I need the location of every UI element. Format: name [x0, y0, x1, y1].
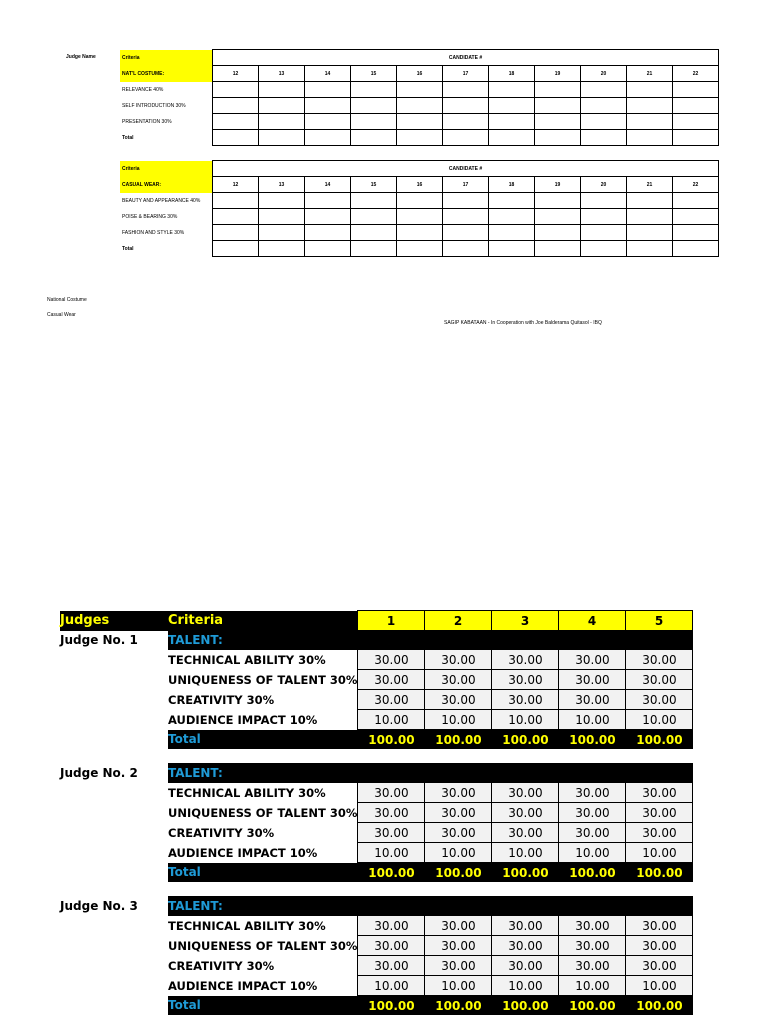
score-cell[interactable]	[213, 225, 259, 241]
criteria-row	[120, 82, 719, 98]
score-cell[interactable]: 30.00	[626, 783, 693, 803]
candidate-number: 16	[397, 177, 443, 193]
score-cell[interactable]	[673, 130, 719, 146]
candidate-number: 18	[489, 177, 535, 193]
score-cell[interactable]	[581, 114, 627, 130]
score-cell[interactable]	[489, 130, 535, 146]
score-cell[interactable]	[627, 209, 673, 225]
score-cell[interactable]: 10.00	[559, 710, 626, 730]
total-cell: 100.00	[358, 730, 425, 750]
score-cell[interactable]	[673, 114, 719, 130]
score-cell[interactable]	[673, 209, 719, 225]
criteria-row	[120, 209, 719, 225]
candidate-number: 13	[259, 177, 305, 193]
candidate-number: 15	[351, 66, 397, 82]
total-cell: 100.00	[425, 996, 492, 1016]
total-row	[60, 996, 693, 1016]
score-cell[interactable]: 30.00	[358, 936, 425, 956]
total-cell: 100.00	[425, 863, 492, 883]
score-cell[interactable]	[535, 98, 581, 114]
total-row	[120, 241, 719, 257]
score-cell[interactable]	[627, 241, 673, 257]
criteria-row	[120, 193, 719, 209]
note-national-costume: National Costume	[47, 297, 87, 303]
score-cell[interactable]	[489, 225, 535, 241]
score-cell[interactable]	[397, 193, 443, 209]
total-label: Total	[122, 245, 134, 252]
score-cell[interactable]	[305, 98, 351, 114]
criteria-label: SELF INTRODUCTION 30%	[122, 102, 186, 109]
score-cell[interactable]	[627, 114, 673, 130]
score-cell[interactable]	[397, 209, 443, 225]
candidate-number: 22	[673, 177, 719, 193]
score-cell[interactable]	[443, 82, 489, 98]
score-cell[interactable]: 10.00	[626, 843, 693, 863]
criteria-label: CREATIVITY 30%	[168, 825, 275, 840]
score-cell[interactable]	[489, 114, 535, 130]
score-cell[interactable]: 10.00	[425, 843, 492, 863]
score-cell[interactable]	[259, 98, 305, 114]
score-cell[interactable]: 30.00	[425, 783, 492, 803]
score-cell[interactable]: 10.00	[626, 710, 693, 730]
table-row	[60, 710, 693, 730]
table-row	[60, 803, 693, 823]
score-cell[interactable]	[627, 82, 673, 98]
candidate-header: CANDIDATE #	[213, 50, 719, 66]
criteria-label: TECHNICAL ABILITY 30%	[168, 652, 326, 667]
total-label: Total	[168, 996, 358, 1016]
total-row	[60, 730, 693, 750]
score-cell[interactable]	[443, 130, 489, 146]
score-cell[interactable]	[351, 225, 397, 241]
score-cell[interactable]	[627, 193, 673, 209]
score-cell[interactable]	[213, 193, 259, 209]
score-cell[interactable]	[305, 130, 351, 146]
natl-costume-score-table	[120, 49, 719, 146]
score-cell[interactable]: 30.00	[559, 936, 626, 956]
judge-block	[60, 630, 693, 749]
total-cell: 100.00	[626, 996, 693, 1016]
score-cell[interactable]	[351, 130, 397, 146]
judge-label: Judge No. 3	[60, 898, 138, 913]
table-row	[60, 690, 693, 710]
candidate-number: 15	[351, 177, 397, 193]
score-cell[interactable]	[489, 98, 535, 114]
category-label: CASUAL WEAR:	[120, 177, 213, 193]
score-cell[interactable]	[673, 193, 719, 209]
criteria-label: Criteria	[120, 161, 213, 177]
score-cell[interactable]: 30.00	[626, 916, 693, 936]
score-cell[interactable]: 30.00	[559, 783, 626, 803]
score-cell[interactable]	[535, 130, 581, 146]
criteria-label: CREATIVITY 30%	[168, 692, 275, 707]
criteria-label: UNIQUENESS OF TALENT 30%	[168, 672, 358, 687]
table-row	[60, 936, 693, 956]
score-cell[interactable]	[305, 193, 351, 209]
total-row	[60, 863, 693, 883]
score-cell[interactable]: 30.00	[492, 783, 559, 803]
score-cell[interactable]	[259, 209, 305, 225]
criteria-label: AUDIENCE IMPACT 10%	[168, 845, 318, 860]
score-cell[interactable]: 30.00	[492, 936, 559, 956]
score-cell[interactable]: 30.00	[425, 803, 492, 823]
score-cell[interactable]	[351, 241, 397, 257]
score-cell[interactable]	[443, 209, 489, 225]
candidate-number: 17	[443, 177, 489, 193]
score-cell[interactable]	[213, 130, 259, 146]
score-cell[interactable]: 30.00	[559, 650, 626, 670]
score-cell[interactable]	[535, 209, 581, 225]
score-cell[interactable]	[305, 241, 351, 257]
score-cell[interactable]: 10.00	[358, 843, 425, 863]
score-cell[interactable]: 10.00	[358, 710, 425, 730]
score-cell[interactable]	[489, 82, 535, 98]
total-row	[120, 130, 719, 146]
candidate-number: 21	[627, 66, 673, 82]
total-label: Total	[168, 730, 358, 750]
candidate-number: 22	[673, 66, 719, 82]
score-cell[interactable]	[213, 209, 259, 225]
score-cell[interactable]	[673, 225, 719, 241]
total-cell: 100.00	[492, 996, 559, 1016]
score-cell[interactable]: 30.00	[358, 956, 425, 976]
score-cell[interactable]: 30.00	[492, 650, 559, 670]
score-cell[interactable]	[443, 225, 489, 241]
score-cell[interactable]	[259, 82, 305, 98]
score-cell[interactable]	[397, 130, 443, 146]
score-cell[interactable]: 30.00	[492, 956, 559, 976]
score-cell[interactable]	[305, 225, 351, 241]
score-cell[interactable]	[489, 209, 535, 225]
judge-label: Judge No. 1	[60, 632, 138, 647]
table-row	[60, 823, 693, 843]
score-cell[interactable]: 30.00	[425, 916, 492, 936]
score-cell[interactable]	[489, 241, 535, 257]
score-cell[interactable]	[397, 114, 443, 130]
judge-label: Judge No. 2	[60, 765, 138, 780]
table-row	[60, 670, 693, 690]
score-cell[interactable]	[213, 82, 259, 98]
judges-header: Judges	[60, 611, 168, 631]
score-cell[interactable]: 30.00	[626, 803, 693, 823]
criteria-label: UNIQUENESS OF TALENT 30%	[168, 938, 358, 953]
score-cell[interactable]: 10.00	[425, 976, 492, 996]
score-cell[interactable]: 30.00	[492, 823, 559, 843]
score-cell[interactable]	[627, 98, 673, 114]
score-cell[interactable]	[535, 225, 581, 241]
score-cell[interactable]	[397, 241, 443, 257]
judge-block	[60, 763, 693, 882]
score-cell[interactable]	[443, 241, 489, 257]
candidate-number: 19	[535, 177, 581, 193]
score-cell[interactable]: 10.00	[492, 710, 559, 730]
total-cell: 100.00	[626, 730, 693, 750]
score-cell[interactable]: 10.00	[358, 976, 425, 996]
score-cell[interactable]	[213, 114, 259, 130]
score-cell[interactable]	[673, 98, 719, 114]
criteria-label: BEAUTY AND APPEARANCE 40%	[122, 197, 201, 204]
score-cell[interactable]	[443, 98, 489, 114]
score-cell[interactable]: 30.00	[559, 670, 626, 690]
criteria-label: CREATIVITY 30%	[168, 958, 275, 973]
score-cell[interactable]: 30.00	[358, 690, 425, 710]
score-cell[interactable]	[443, 193, 489, 209]
score-cell[interactable]	[259, 225, 305, 241]
footer-credit: SAGIP KABATAAN - In Cooperation with Joe Balderama Quitasol - IBQ	[444, 320, 602, 326]
candidate-number: 19	[535, 66, 581, 82]
score-cell[interactable]: 10.00	[492, 843, 559, 863]
score-cell[interactable]: 30.00	[358, 650, 425, 670]
score-cell[interactable]	[259, 130, 305, 146]
candidate-number: 12	[213, 66, 259, 82]
score-cell[interactable]: 30.00	[559, 690, 626, 710]
candidate-header: 1	[358, 611, 425, 631]
candidate-header: CANDIDATE #	[213, 161, 719, 177]
total-cell: 100.00	[559, 730, 626, 750]
note-casual-wear: Casual Wear	[47, 312, 76, 318]
score-cell[interactable]	[489, 193, 535, 209]
score-cell[interactable]	[581, 225, 627, 241]
total-cell: 100.00	[492, 863, 559, 883]
score-cell[interactable]	[397, 98, 443, 114]
judges-table-header	[60, 610, 693, 631]
score-cell[interactable]: 30.00	[492, 916, 559, 936]
score-cell[interactable]	[305, 209, 351, 225]
score-cell[interactable]: 30.00	[626, 956, 693, 976]
judge-block	[60, 896, 693, 1015]
score-cell[interactable]: 30.00	[425, 823, 492, 843]
score-cell[interactable]	[581, 193, 627, 209]
score-cell[interactable]	[581, 98, 627, 114]
criteria-header: Criteria	[168, 611, 358, 631]
candidate-number: 18	[489, 66, 535, 82]
score-cell[interactable]	[581, 241, 627, 257]
total-cell: 100.00	[626, 863, 693, 883]
casual-wear-score-table	[120, 160, 719, 257]
table-row	[60, 650, 693, 670]
category-label: TALENT:	[168, 630, 358, 650]
score-cell[interactable]: 30.00	[425, 936, 492, 956]
score-cell[interactable]	[259, 241, 305, 257]
score-cell[interactable]	[581, 209, 627, 225]
score-cell[interactable]	[305, 82, 351, 98]
candidate-number: 14	[305, 66, 351, 82]
criteria-label: RELEVANCE 40%	[122, 86, 164, 93]
score-cell[interactable]	[443, 114, 489, 130]
category-label: NAT'L COSTUME:	[120, 66, 213, 82]
table-row	[60, 843, 693, 863]
criteria-row	[120, 114, 719, 130]
score-cell[interactable]: 30.00	[626, 936, 693, 956]
score-cell[interactable]: 30.00	[559, 956, 626, 976]
score-cell[interactable]: 30.00	[425, 956, 492, 976]
score-cell[interactable]: 10.00	[425, 710, 492, 730]
score-cell[interactable]: 10.00	[626, 976, 693, 996]
total-cell: 100.00	[425, 730, 492, 750]
score-cell[interactable]: 30.00	[626, 690, 693, 710]
criteria-row	[120, 98, 719, 114]
candidate-header: 2	[425, 611, 492, 631]
score-cell[interactable]	[351, 209, 397, 225]
score-cell[interactable]: 10.00	[559, 976, 626, 996]
criteria-label: POISE & BEARING 30%	[122, 213, 178, 220]
score-cell[interactable]	[305, 114, 351, 130]
score-cell[interactable]	[351, 98, 397, 114]
score-cell[interactable]	[535, 82, 581, 98]
criteria-label: Criteria	[120, 50, 213, 66]
score-cell[interactable]	[259, 114, 305, 130]
score-cell[interactable]	[627, 225, 673, 241]
score-cell[interactable]	[351, 114, 397, 130]
total-cell: 100.00	[358, 863, 425, 883]
score-cell[interactable]: 30.00	[358, 783, 425, 803]
criteria-label: AUDIENCE IMPACT 10%	[168, 712, 318, 727]
score-cell[interactable]	[397, 225, 443, 241]
score-cell[interactable]	[581, 130, 627, 146]
score-cell[interactable]: 30.00	[492, 670, 559, 690]
candidate-header: 4	[559, 611, 626, 631]
criteria-label: FASHION AND STYLE 30%	[122, 229, 185, 236]
score-cell[interactable]: 30.00	[358, 670, 425, 690]
total-label: Total	[122, 134, 134, 141]
score-cell[interactable]: 30.00	[425, 650, 492, 670]
score-cell[interactable]: 30.00	[358, 803, 425, 823]
candidate-number: 20	[581, 66, 627, 82]
score-cell[interactable]: 30.00	[358, 916, 425, 936]
score-cell[interactable]	[213, 241, 259, 257]
criteria-label: TECHNICAL ABILITY 30%	[168, 918, 326, 933]
score-cell[interactable]: 10.00	[492, 976, 559, 996]
table-row	[60, 783, 693, 803]
category-label: TALENT:	[168, 763, 358, 783]
candidate-number: 13	[259, 66, 305, 82]
candidate-header: 5	[626, 611, 693, 631]
candidate-number: 20	[581, 177, 627, 193]
score-cell[interactable]	[535, 193, 581, 209]
category-label: TALENT:	[168, 896, 358, 916]
candidate-number: 14	[305, 177, 351, 193]
score-cell[interactable]	[535, 241, 581, 257]
score-cell[interactable]	[581, 82, 627, 98]
criteria-label: TECHNICAL ABILITY 30%	[168, 785, 326, 800]
table-row	[60, 916, 693, 936]
score-cell[interactable]	[351, 193, 397, 209]
candidate-header: 3	[492, 611, 559, 631]
total-cell: 100.00	[492, 730, 559, 750]
criteria-label: AUDIENCE IMPACT 10%	[168, 978, 318, 993]
score-cell[interactable]	[535, 114, 581, 130]
score-cell[interactable]: 30.00	[425, 670, 492, 690]
total-cell: 100.00	[559, 996, 626, 1016]
score-cell[interactable]: 30.00	[626, 650, 693, 670]
score-cell[interactable]: 30.00	[626, 670, 693, 690]
score-cell[interactable]: 30.00	[492, 803, 559, 823]
criteria-label: PRESENTATION 30%	[122, 118, 172, 125]
score-cell[interactable]: 30.00	[559, 823, 626, 843]
criteria-row	[120, 225, 719, 241]
score-cell[interactable]: 30.00	[425, 690, 492, 710]
candidate-number: 12	[213, 177, 259, 193]
candidate-number: 16	[397, 66, 443, 82]
total-label: Total	[168, 863, 358, 883]
score-cell[interactable]	[397, 82, 443, 98]
score-cell[interactable]: 30.00	[358, 823, 425, 843]
score-cell[interactable]: 30.00	[626, 823, 693, 843]
candidate-number: 21	[627, 177, 673, 193]
score-cell[interactable]	[213, 98, 259, 114]
score-cell[interactable]	[673, 82, 719, 98]
judge-name-label: Judge Name	[66, 54, 96, 60]
total-cell: 100.00	[358, 996, 425, 1016]
score-cell[interactable]: 30.00	[492, 690, 559, 710]
score-cell[interactable]	[351, 82, 397, 98]
score-cell[interactable]	[673, 241, 719, 257]
score-cell[interactable]: 30.00	[559, 916, 626, 936]
candidate-number: 17	[443, 66, 489, 82]
score-cell[interactable]: 10.00	[559, 843, 626, 863]
table-row	[60, 956, 693, 976]
score-cell[interactable]: 30.00	[559, 803, 626, 823]
total-cell: 100.00	[559, 863, 626, 883]
criteria-label: UNIQUENESS OF TALENT 30%	[168, 805, 358, 820]
score-cell[interactable]	[627, 130, 673, 146]
table-row	[60, 976, 693, 996]
score-cell[interactable]	[259, 193, 305, 209]
